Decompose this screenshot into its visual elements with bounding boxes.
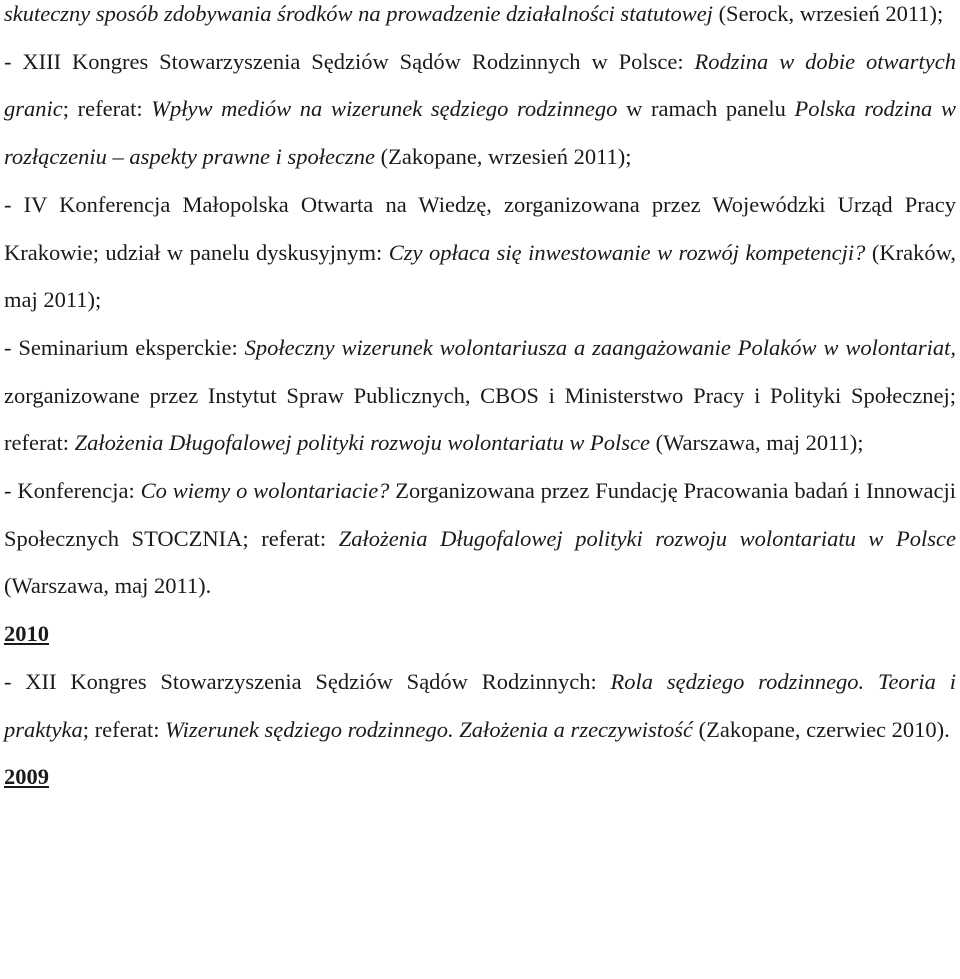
section-2010 xyxy=(4,658,956,753)
list-item xyxy=(4,658,956,753)
body-text: (Serock, wrzesień 2011); xyxy=(712,1,944,26)
italic-title-text: Co wiemy o wolontariacie? xyxy=(140,478,390,504)
section-2011 xyxy=(4,0,956,610)
italic-title-text: skuteczny sposób zdobywania środków na prowadzenie działalności statutowej xyxy=(4,1,713,26)
body-text: (Zakopane, wrzesień 2011); xyxy=(374,144,632,170)
body-text: w ramach panelu xyxy=(617,96,795,122)
italic-title-text: Założenia Długofalowej polityki rozwoju wolontariatu w Polsce xyxy=(74,430,650,456)
italic-title-text: Założenia Długofalowej polityki rozwoju wolontariatu w Polsce xyxy=(338,525,957,551)
list-item xyxy=(4,181,956,324)
italic-title-text: Rola sędziego rodzinnego. Teoria i praktyka xyxy=(4,668,956,742)
italic-title-text: Wizerunek sędziego rodzinnego. Założenia a rzeczywistość xyxy=(165,716,694,742)
body-text: ; referat: xyxy=(62,96,152,122)
body-text: (Zakopane, czerwiec 2010). xyxy=(693,716,950,742)
body-text: Zorganizowana przez Fundację Pracowania badań i Innowacji Społecznych STOCZNIA; referat: xyxy=(4,478,956,551)
list-item xyxy=(4,467,956,610)
body-text: (Warszawa, maj 2011); xyxy=(650,430,864,456)
document-page xyxy=(4,0,956,801)
body-text: - IV Konferencja Małopolska Otwarta na Wiedzę, zorganizowana przez Wojewódzki Urząd Pracy Krakowie; udział w panelu dyskusyjnym: xyxy=(4,191,956,265)
body-text: - Konferencja: xyxy=(4,478,141,504)
italic-title-text: Polska rodzina w rozłączeniu – aspekty prawne i społeczne xyxy=(4,96,956,170)
body-text: zorganizowane przez Instytut Spraw Publicznych, CBOS i Ministerstwo Pracy i Polityki Społecznej; referat: xyxy=(4,382,956,456)
list-item xyxy=(4,38,956,181)
italic-title-text: Społeczny wizerunek wolontariusza a zaangażowanie Polaków w wolontariat, xyxy=(244,334,956,360)
italic-title-text: Rodzina w dobie otwartych granic xyxy=(4,48,956,122)
body-text: ; referat: xyxy=(82,716,166,742)
body-text: - XIII Kongres Stowarzyszenia Sędziów Sądów Rodzinnych w Polsce: xyxy=(4,48,695,74)
list-item xyxy=(4,324,956,467)
body-text: - XII Kongres Stowarzyszenia Sędziów Sądów Rodzinnych: xyxy=(4,668,611,694)
list-item xyxy=(4,0,956,38)
year-heading-2009: 2009 xyxy=(4,764,49,790)
body-text: (Kraków, maj 2011); xyxy=(4,239,957,313)
body-text: (Warszawa, maj 2011). xyxy=(4,573,212,599)
italic-title-text: Wpływ mediów na wizerunek sędziego rodzinnego xyxy=(151,96,618,122)
italic-title-text: Czy opłaca się inwestowanie w rozwój kompetencji? xyxy=(388,239,866,265)
body-text: - Seminarium eksperckie: xyxy=(4,334,245,360)
year-heading-2010: 2010 xyxy=(4,621,49,647)
